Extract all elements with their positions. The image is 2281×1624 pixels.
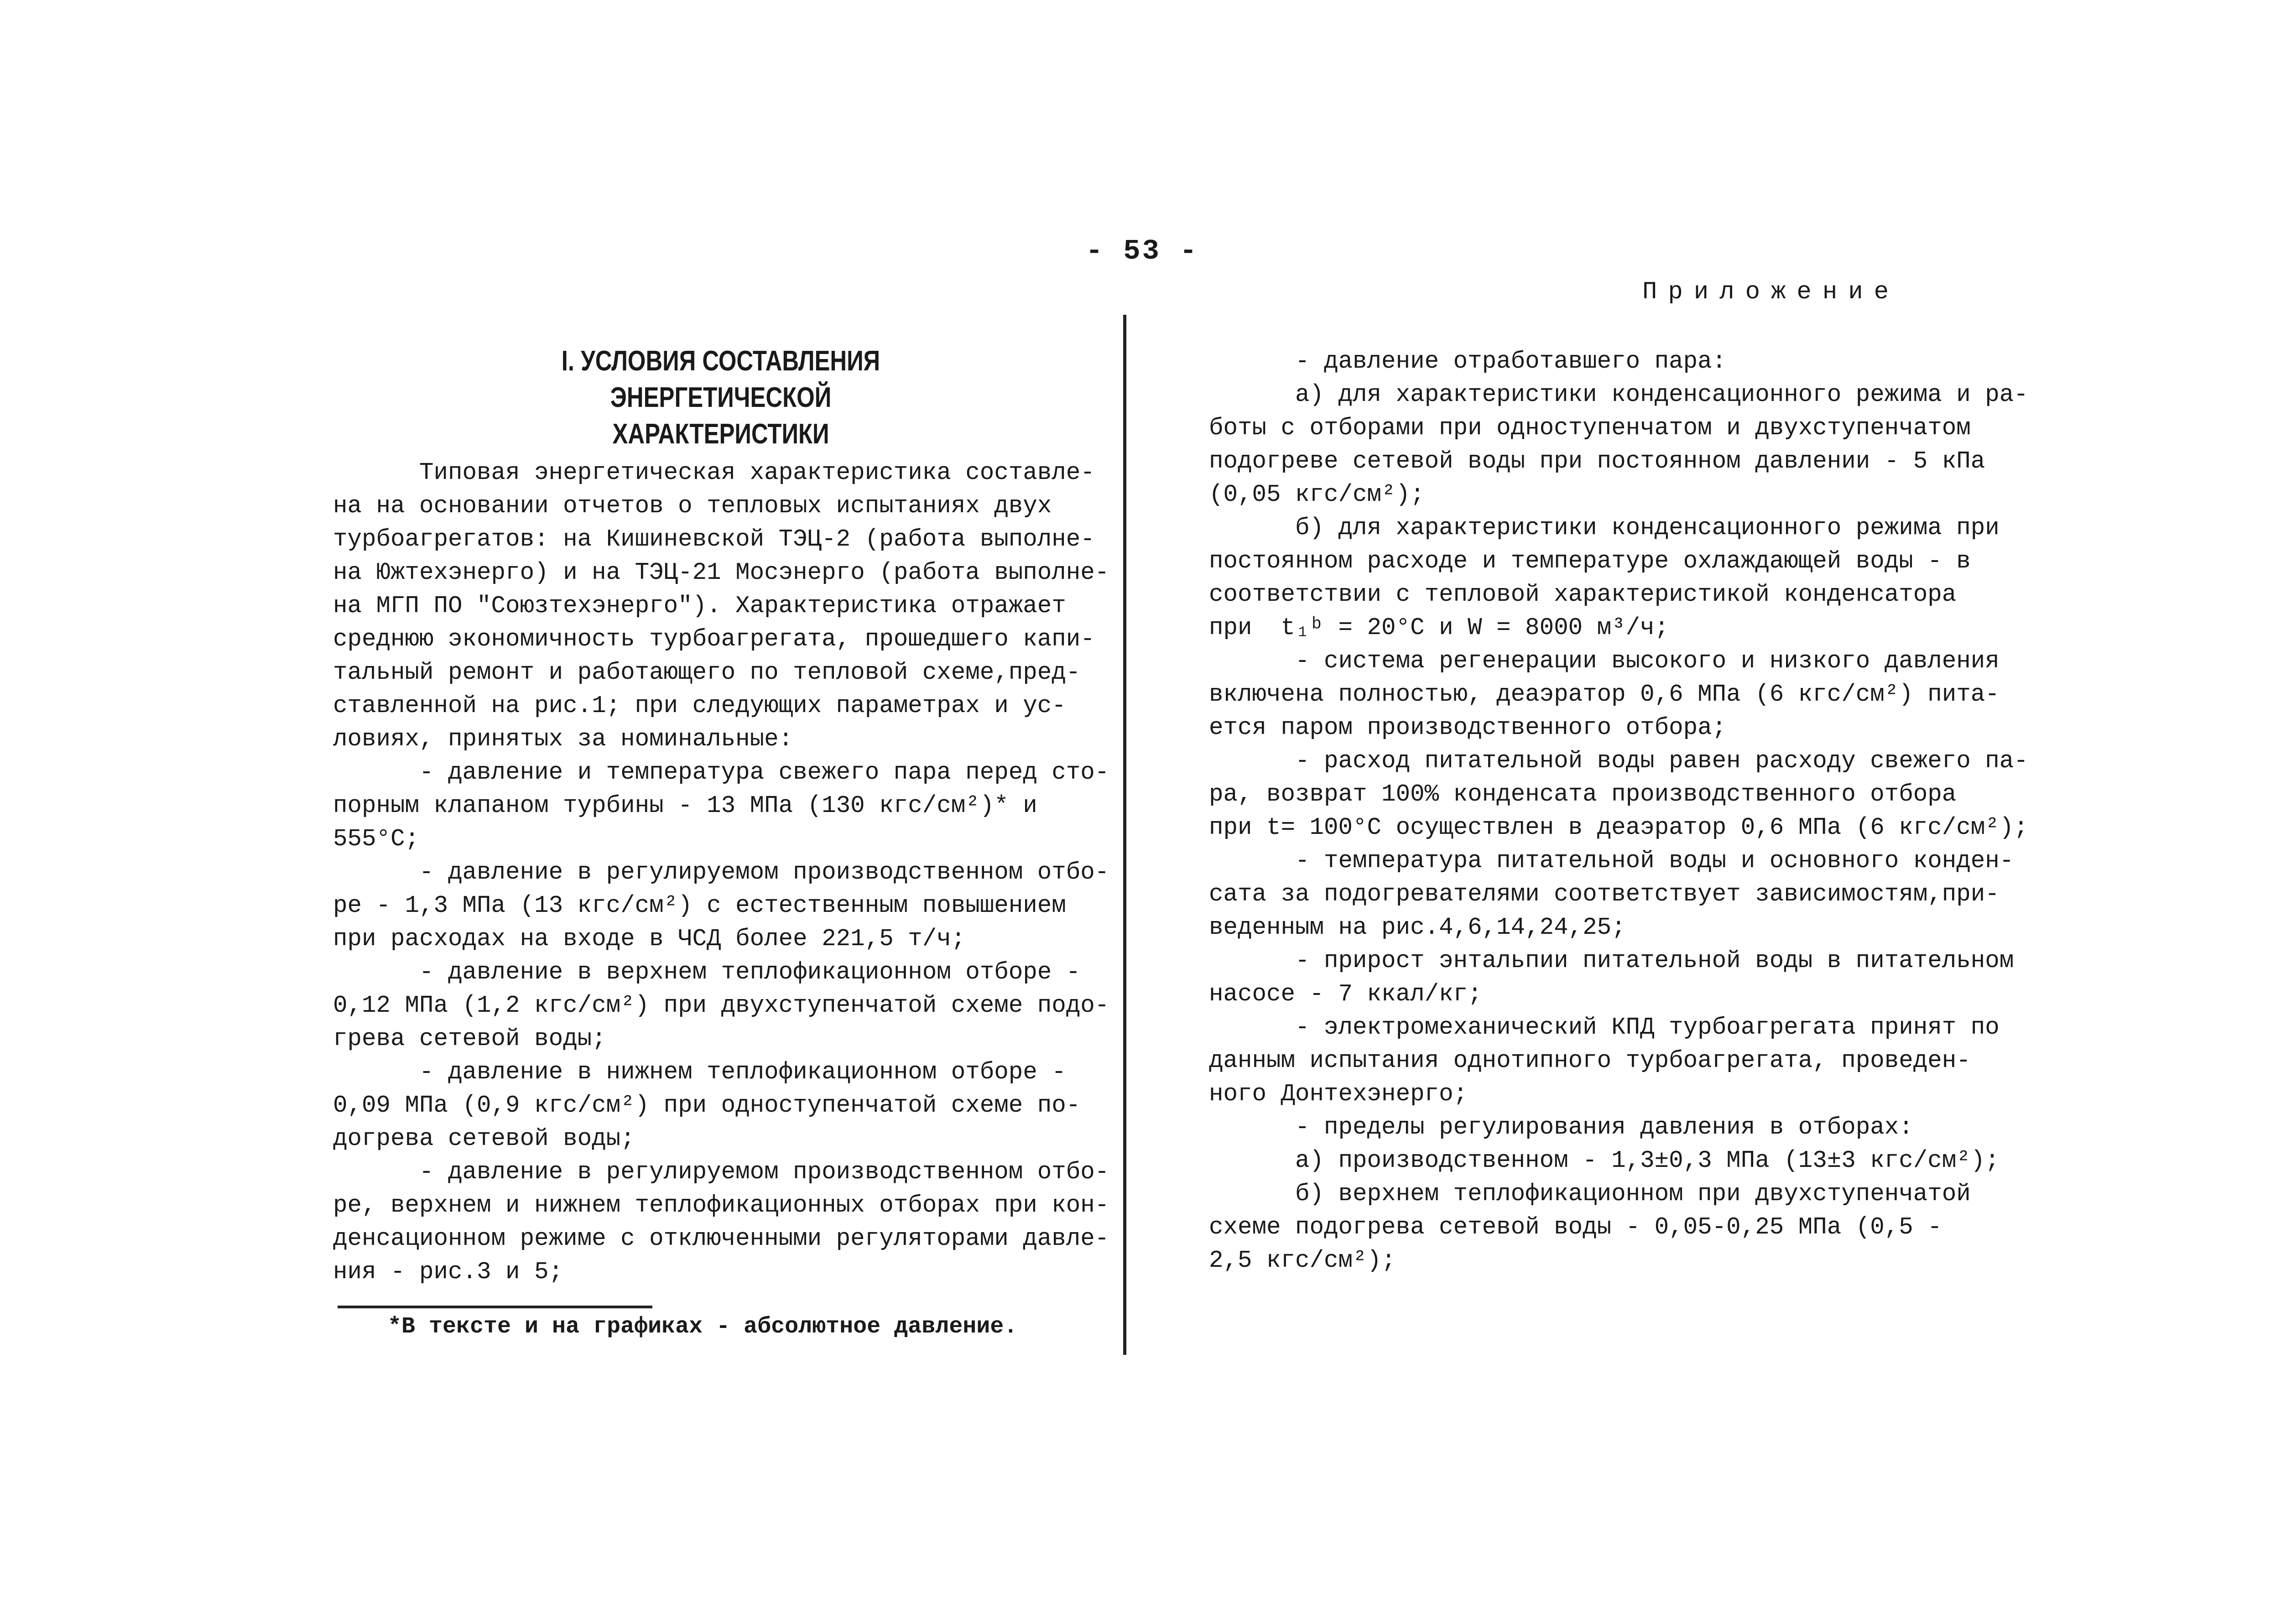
text-line: соответствии с тепловой характеристикой конденсатора bbox=[1209, 581, 1957, 608]
text-line: - пределы регулирования давления в отборах: bbox=[1209, 1114, 1913, 1141]
text-line: ставленной на рис.1; при следующих параметрах и ус- bbox=[333, 692, 1066, 719]
text-line: ного Донтехэнерго; bbox=[1209, 1080, 1468, 1108]
page-number: - 53 - bbox=[1086, 235, 1199, 267]
text-line: схеме подогрева сетевой воды - 0,05-0,25 МПа (0,5 - bbox=[1209, 1213, 1942, 1241]
column-divider bbox=[1123, 315, 1126, 1355]
appendix-label: Приложение bbox=[1642, 278, 1900, 306]
text-line: на МГП ПО "Союзтехэнерго"). Характеристика отражает bbox=[333, 592, 1066, 619]
text-line: ния - рис.3 и 5; bbox=[333, 1258, 563, 1286]
section-heading bbox=[504, 343, 937, 453]
text-line: ется паром производственного отбора; bbox=[1209, 714, 1727, 741]
text-line: - давление в верхнем теплофикационном отборе - bbox=[333, 958, 1081, 986]
text-line: б) для характеристики конденсационного режима при bbox=[1209, 514, 2000, 541]
text-line: на Южтехэнерго) и на ТЭЦ-21 Мосэнерго (работа выполне- bbox=[333, 559, 1109, 586]
right-column bbox=[1209, 345, 2028, 1277]
text-line: включена полностью, деаэратор 0,6 МПа (6 кгс/см²) пита- bbox=[1209, 681, 2000, 708]
text-line: 555°С; bbox=[333, 825, 420, 853]
text-line: - электромеханический КПД турбоагрегата принят по bbox=[1209, 1014, 2000, 1041]
heading-line-2: ХАРАКТЕРИСТИКИ bbox=[612, 418, 829, 450]
text-line: на на основании отчетов о тепловых испытаниях двух bbox=[333, 492, 1052, 520]
text-line: боты с отборами при одноступенчатом и двухступенчатом bbox=[1209, 414, 1971, 442]
text-line: тальный ремонт и работающего по тепловой схеме,пред- bbox=[333, 659, 1081, 686]
text-line: 2,5 кгс/см²); bbox=[1209, 1247, 1396, 1274]
text-line: - система регенерации высокого и низкого давления bbox=[1209, 647, 2000, 675]
text-line: догрева сетевой воды; bbox=[333, 1125, 635, 1152]
text-line: - давление в нижнем теплофикационном отборе - bbox=[333, 1058, 1066, 1086]
text-line: ловиях, принятых за номинальные: bbox=[333, 725, 793, 753]
text-line: а) для характеристики конденсационного режима и ра- bbox=[1209, 381, 2028, 408]
footnote-divider bbox=[338, 1306, 652, 1308]
text-line: Типовая энергетическая характеристика составле- bbox=[333, 459, 1095, 486]
text-line: 0,12 МПа (1,2 кгс/см²) при двухступенчатой схеме подо- bbox=[333, 992, 1109, 1019]
text-line: веденным на рис.4,6,14,24,25; bbox=[1209, 914, 1626, 941]
text-line: а) производственном - 1,3±0,3 МПа (13±3 кгс/см²); bbox=[1209, 1147, 2000, 1174]
footnote: *В тексте и на графиках - абсолютное давление. bbox=[388, 1314, 1018, 1340]
text-line: насосе - 7 ккал/кг; bbox=[1209, 980, 1482, 1008]
text-line: среднюю экономичность турбоагрегата, прошедшего капи- bbox=[333, 625, 1095, 653]
text-line: - расход питательной воды равен расходу свежего па- bbox=[1209, 747, 2028, 775]
text-line: (0,05 кгс/см²); bbox=[1209, 481, 1425, 508]
text-line: постоянном расходе и температуре охлаждающей воды - в bbox=[1209, 547, 1971, 575]
text-line: порным клапаном турбины - 13 МПа (130 кгс/см²)* и bbox=[333, 792, 1037, 819]
left-column bbox=[333, 456, 1109, 1289]
text-line: - прирост энтальпии питательной воды в питательном bbox=[1209, 947, 2014, 974]
text-line: б) верхнем теплофикационном при двухступенчатой bbox=[1209, 1180, 1971, 1208]
text-line: сата за подогревателями соответствует зависимостям,при- bbox=[1209, 880, 2000, 908]
text-line: - температура питательной воды и основного конден- bbox=[1209, 847, 2014, 874]
text-line: грева сетевой воды; bbox=[333, 1025, 606, 1052]
text-line: - давление отработавшего пара: bbox=[1209, 348, 1727, 375]
text-line: подогреве сетевой воды при постоянном давлении - 5 кПа bbox=[1209, 448, 1985, 475]
text-line: - давление в регулируемом производственном отбо- bbox=[333, 1158, 1109, 1186]
text-line: ре, верхнем и нижнем теплофикационных отборах при кон- bbox=[333, 1192, 1109, 1219]
text-line: - давление в регулируемом производственном отбо- bbox=[333, 859, 1109, 886]
text-line: турбоагрегатов: на Кишиневской ТЭЦ-2 (работа выполне- bbox=[333, 526, 1095, 553]
text-line: ра, возврат 100% конденсата производственного отбора bbox=[1209, 781, 1957, 808]
text-line: 0,09 МПа (0,9 кгс/см²) при одноступенчатой схеме по- bbox=[333, 1092, 1081, 1119]
heading-line-1: I. УСЛОВИЯ СОСТАВЛЕНИЯ ЭНЕРГЕТИЧЕСКОЙ bbox=[561, 345, 880, 413]
text-line: - давление и температура свежего пара перед сто- bbox=[333, 759, 1109, 786]
text-line: при расходах на входе в ЧСД более 221,5 т/ч; bbox=[333, 925, 966, 953]
text-line: при t= 100°С осуществлен в деаэратор 0,6 МПа (6 кгс/см²); bbox=[1209, 814, 2028, 841]
text-line: при t₁ᵇ = 20°С и W = 8000 м³/ч; bbox=[1209, 614, 1669, 641]
text-line: денсационном режиме с отключенными регуляторами давле- bbox=[333, 1225, 1109, 1252]
text-line: ре - 1,3 МПа (13 кгс/см²) с естественным повышением bbox=[333, 892, 1066, 919]
text-line: данным испытания однотипного турбоагрегата, проведен- bbox=[1209, 1047, 1971, 1074]
